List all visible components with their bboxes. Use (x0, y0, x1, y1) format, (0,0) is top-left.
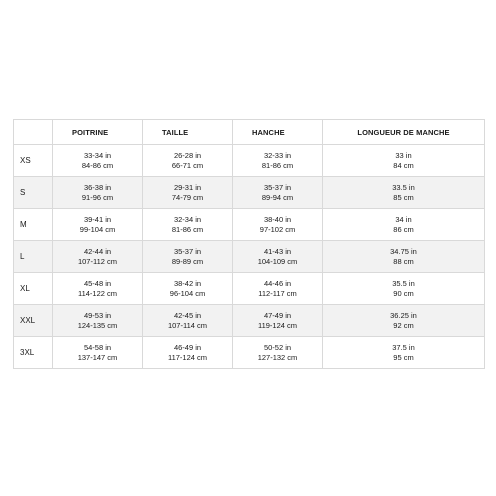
value-cm: 119-124 cm (257, 320, 298, 330)
hanche-cell (233, 145, 323, 177)
value-in: 47-49 in (263, 310, 292, 320)
value-in: 33.5 in (392, 182, 415, 192)
value-in: 36.25 in (390, 310, 417, 320)
value-cm: 137-147 cm (77, 352, 118, 362)
value-cm: 127-132 cm (257, 352, 298, 362)
value-in: 34.75 in (390, 246, 417, 256)
value-in: 44-46 in (263, 278, 292, 288)
poitrine-cell (53, 273, 143, 305)
value-in: 38-42 in (173, 278, 202, 288)
size-label: L (14, 241, 53, 273)
value-in: 34 in (395, 214, 412, 224)
hanche-cell (233, 337, 323, 369)
table-row (14, 145, 485, 177)
value-in: 35-37 in (263, 182, 292, 192)
value-cm: 92 cm (393, 320, 414, 330)
value-in: 26-28 in (173, 150, 202, 160)
value-cm: 104-109 cm (257, 256, 298, 266)
manche-cell (323, 305, 485, 337)
value-in: 36-38 in (83, 182, 112, 192)
table-row (14, 241, 485, 273)
value-in: 42-44 in (83, 246, 112, 256)
value-cm: 66-71 cm (171, 160, 204, 170)
poitrine-cell (53, 241, 143, 273)
value-cm: 88 cm (393, 256, 414, 266)
manche-cell (323, 273, 485, 305)
size-label: 3XL (14, 337, 53, 369)
value-in: 33 in (395, 150, 412, 160)
value-in: 42-45 in (173, 310, 202, 320)
value-in: 29-31 in (173, 182, 202, 192)
value-cm: 89-94 cm (261, 192, 294, 202)
header-row (14, 120, 485, 145)
manche-cell (323, 145, 485, 177)
value-cm: 107-114 cm (167, 320, 208, 330)
value-cm: 84 cm (393, 160, 414, 170)
value-cm: 81-86 cm (171, 224, 204, 234)
manche-cell (323, 209, 485, 241)
value-cm: 89-89 cm (171, 256, 204, 266)
hanche-cell (233, 241, 323, 273)
poitrine-cell (53, 305, 143, 337)
value-in: 50-52 in (263, 342, 292, 352)
value-in: 54-58 in (83, 342, 112, 352)
hanche-cell (233, 305, 323, 337)
value-in: 37.5 in (392, 342, 415, 352)
value-cm: 90 cm (393, 288, 414, 298)
header-hanche: HANCHE (233, 120, 323, 145)
value-cm: 99-104 cm (79, 224, 116, 234)
value-cm: 112-117 cm (258, 288, 297, 298)
value-in: 49-53 in (83, 310, 112, 320)
value-cm: 74-79 cm (171, 192, 204, 202)
value-cm: 114-122 cm (77, 288, 118, 298)
table-row (14, 305, 485, 337)
value-in: 32-33 in (263, 150, 292, 160)
value-in: 33-34 in (83, 150, 112, 160)
value-cm: 81-86 cm (261, 160, 294, 170)
poitrine-cell (53, 177, 143, 209)
header-corner-cell (14, 120, 53, 145)
header-longueur-de-manche: LONGUEUR DE MANCHE (323, 120, 485, 145)
value-cm: 96-104 cm (169, 288, 206, 298)
header-poitrine: POITRINE (53, 120, 143, 145)
value-cm: 86 cm (393, 224, 414, 234)
size-label: M (14, 209, 53, 241)
value-in: 38-40 in (263, 214, 292, 224)
value-cm: 84-86 cm (81, 160, 114, 170)
value-cm: 91-96 cm (81, 192, 114, 202)
hanche-cell (233, 209, 323, 241)
table-row (14, 273, 485, 305)
value-in: 32-34 in (173, 214, 202, 224)
taille-cell (143, 241, 233, 273)
size-label: XL (14, 273, 53, 305)
value-cm: 107-112 cm (77, 256, 118, 266)
taille-cell (143, 145, 233, 177)
size-label: S (14, 177, 53, 209)
size-label: XS (14, 145, 53, 177)
manche-cell (323, 241, 485, 273)
value-cm: 117-124 cm (167, 352, 208, 362)
value-cm: 97-102 cm (259, 224, 296, 234)
poitrine-cell (53, 209, 143, 241)
value-cm: 95 cm (393, 352, 414, 362)
value-in: 46-49 in (173, 342, 202, 352)
size-chart-table (13, 119, 485, 369)
taille-cell (143, 337, 233, 369)
poitrine-cell (53, 145, 143, 177)
header-taille: TAILLE (143, 120, 233, 145)
table-row (14, 177, 485, 209)
poitrine-cell (53, 337, 143, 369)
taille-cell (143, 273, 233, 305)
manche-cell (323, 337, 485, 369)
taille-cell (143, 209, 233, 241)
size-label: XXL (14, 305, 53, 337)
table-row (14, 209, 485, 241)
value-in: 45-48 in (83, 278, 112, 288)
taille-cell (143, 305, 233, 337)
value-cm: 124-135 cm (77, 320, 118, 330)
value-in: 35.5 in (392, 278, 415, 288)
value-in: 41-43 in (263, 246, 292, 256)
taille-cell (143, 177, 233, 209)
value-cm: 85 cm (393, 192, 414, 202)
hanche-cell (233, 177, 323, 209)
table-row (14, 337, 485, 369)
manche-cell (323, 177, 485, 209)
value-in: 35-37 in (173, 246, 202, 256)
hanche-cell (233, 273, 323, 305)
value-in: 39-41 in (83, 214, 112, 224)
